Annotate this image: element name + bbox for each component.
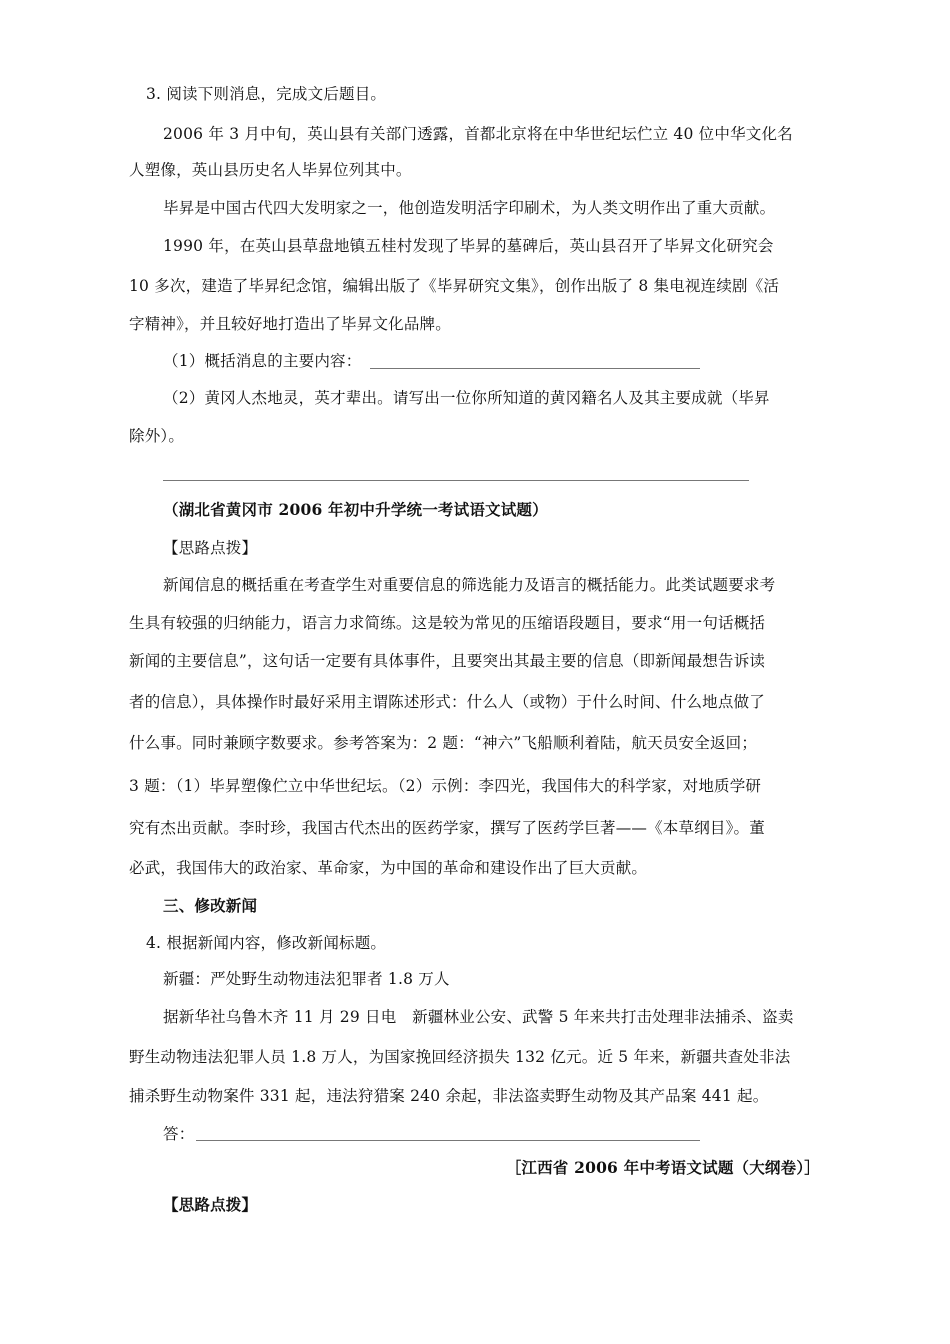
q4-answer-label: 答： [163,1125,195,1143]
q4-body-line: 野生动物违法犯罪人员 1.8 万人，为国家挽回经济损失 132 亿元。近 5 年来，新疆共查处非法 [129,1048,791,1066]
section-heading: 三、修改新闻 [163,896,258,915]
hint-line: 新闻信息的概括重在考查学生对重要信息的筛选能力及语言的概括能力。此类试题要求考 [163,576,776,594]
q3-para1-line1: 2006 年 3 月中旬，英山县有关部门透露，首都北京将在中华世纪坛伫立 40 位中华文化名 [163,125,793,143]
q3-para3-line2: 10 多次，建造了毕昇纪念馆，编辑出版了《毕昇研究文集》，创作出版了 8 集电视连续剧《活 [129,277,780,295]
hint-line: 什么事。同时兼顾字数要求。参考答案为：2 题：“神六”飞船顺利着陆，航天员安全返回； [129,734,758,752]
hint-line: 究有杰出贡献。李时珍，我国古代杰出的医药学家，撰写了医药学巨著——《本草纲目》。董 [129,819,765,837]
q3-source: （湖北省黄冈市 2006 年初中升学统一考试语文试题） [163,500,548,519]
answer-line-2 [163,480,749,481]
hint-line: 新闻的主要信息”，这句话一定要有具体事件，且要突出其最主要的信息（即新闻最想告诉读 [129,652,766,670]
q3-para3-line3: 字精神》，并且较好地打造出了毕昇文化品牌。 [129,315,451,333]
q3-hint-title: 【思路点拨】 [163,539,258,557]
q3-sub2-line2: 除外）。 [129,427,185,445]
q3-para3-line1: 1990 年，在英山县草盘地镇五桂村发现了毕昇的墓碑后，英山县召开了毕昇文化研究会 [163,237,774,255]
q3-sub2-line1: （2）黄冈人杰地灵，英才辈出。请写出一位你所知道的黄冈籍名人及其主要成就（毕昇 [163,389,770,407]
q4-hint-title: 【思路点拨】 [163,1195,258,1214]
q3-title: 3. 阅读下则消息，完成文后题目。 [146,85,387,103]
hint-line: 者的信息），具体操作时最好采用主谓陈述形式：什么人（或物）于什么时间、什么地点做了 [129,693,765,711]
q4-body-line: 据新华社乌鲁木齐 11 月 29 日电 新疆林业公安、武警 5 年来共打击处理非法捕杀、盗卖 [163,1008,794,1026]
q4-body-line: 捕杀野生动物案件 331 起，违法狩猎案 240 余起，非法盗卖野生动物及其产品案 441 起。 [129,1087,769,1105]
hint-line: 必武，我国伟大的政治家、革命家，为中国的革命和建设作出了巨大贡献。 [129,859,648,877]
q3-para1-line2: 人塑像，英山县历史名人毕昇位列其中。 [129,161,412,179]
answer-line-1 [370,368,700,369]
hint-line: 生具有较强的归纳能力，语言力求简练。这是较为常见的压缩语段题目，要求“用一句话概括 [129,614,766,632]
q4-headline: 新疆：严处野生动物违法犯罪者 1.8 万人 [163,970,450,988]
q3-para2: 毕昇是中国古代四大发明家之一，他创造发明活字印刷术，为人类文明作出了重大贡献。 [163,199,776,217]
q4-source: ［江西省 2006 年中考语文试题（大纲卷）］ [505,1158,820,1177]
q3-sub1: （1）概括消息的主要内容： [163,352,362,370]
q4-title: 4. 根据新闻内容，修改新闻标题。 [146,934,387,952]
hint-line: 3 题：（1）毕昇塑像伫立中华世纪坛。（2）示例：李四光，我国伟大的科学家，对地质学研 [129,777,762,795]
answer-line-3 [196,1140,700,1141]
